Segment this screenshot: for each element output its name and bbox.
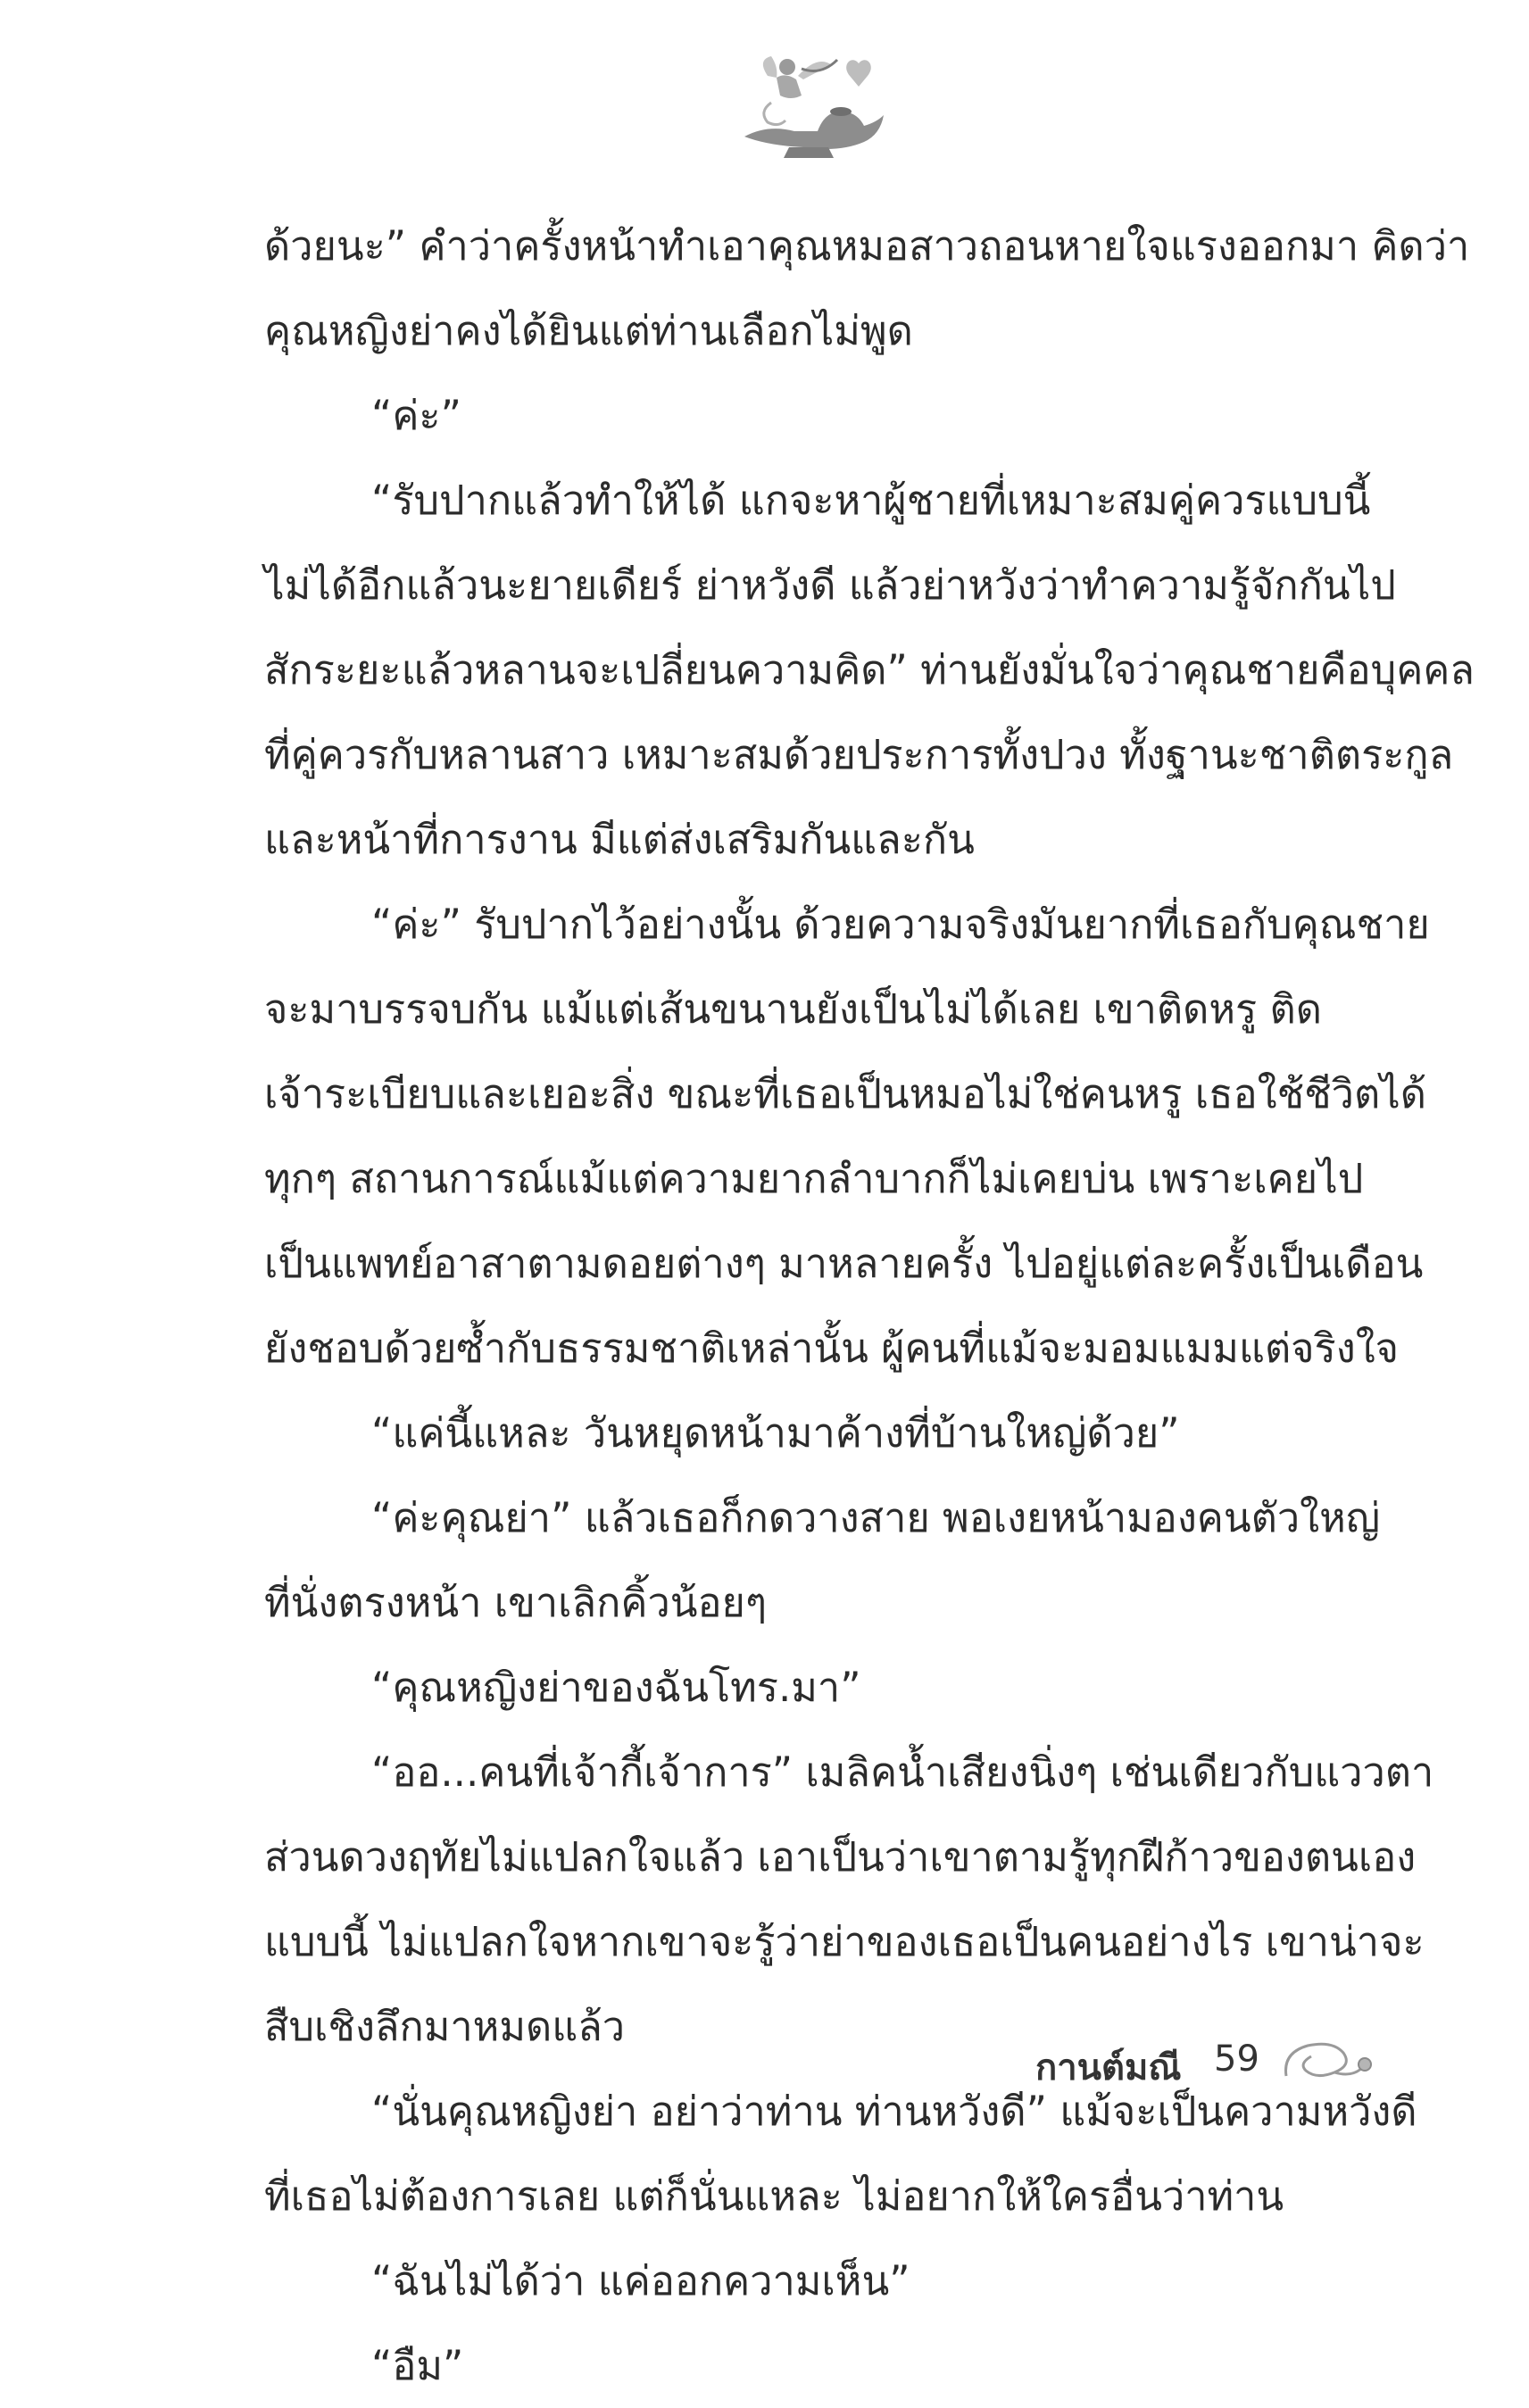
text-line: “ฉันไม่ได้ว่า แค่ออกความเห็น” (371, 2257, 910, 2304)
text-line: “คุณหญิงย่าของฉันโทร.มา” (371, 1664, 861, 1711)
text-line: ที่เธอไม่ต้องการเลย แต่ก็นั่นแหละ ไม่อยากให้ใครอื่นว่าท่าน (264, 2172, 1284, 2220)
text-line: เป็นแพทย์อาสาตามดอยต่างๆ มาหลายครั้ง ไปอยู่แต่ละครั้งเป็นเดือน (264, 1240, 1424, 1287)
text-line: ส่วนดวงฤทัยไม่แปลกใจแล้ว เอาเป็นว่าเขาตามรู้ทุกฝีก้าวของตนเอง (264, 1833, 1417, 1881)
text-line: “ค่ะ” (371, 392, 461, 439)
text-line: และหน้าที่การงาน มีแต่ส่งเสริมกันและกัน (264, 816, 975, 863)
text-line: “ค่ะ” รับปากไว้อย่างนั้น ด้วยความจริงมันยากที่เธอกับคุณชาย (371, 901, 1430, 948)
text-line: สักระยะแล้วหลานจะเปลี่ยนความคิด” ท่านยังมั่นใจว่าคุณชายคือบุคคล (264, 646, 1475, 693)
text-line: “นั่นคุณหญิงย่า อย่าว่าท่าน ท่านหวังดี” แม้จะเป็นความหวังดี (371, 2088, 1417, 2135)
page-number: 59 (1214, 2038, 1259, 2080)
text-line: คุณหญิงย่าคงได้ยินแต่ท่านเลือกไม่พูด (264, 307, 913, 354)
text-line: ทุกๆ สถานการณ์แม้แต่ความยากลำบากก็ไม่เคยบ่น เพราะเคยไป (264, 1155, 1364, 1202)
text-line: สืบเชิงลึกมาหมดแล้ว (264, 2003, 626, 2050)
text-line: ที่คู่ควรกับหลานสาว เหมาะสมด้วยประการทั้งปวง ทั้งฐานะชาติตระกูล (264, 731, 1454, 778)
text-line: “แค่นี้แหละ วันหยุดหน้ามาค้างที่บ้านใหญ่ด้วย” (371, 1409, 1180, 1457)
text-line: ไม่ได้อีกแล้วนะยายเดียร์ ย่าหวังดี แล้วย่าหวังว่าทำความรู้จักกันไป (264, 561, 1396, 609)
text-line: แบบนี้ ไม่แปลกใจหากเขาจะรู้ว่าย่าของเธอเป็นคนอย่างไร เขาน่าจะ (264, 1918, 1425, 1965)
text-line: ที่นั่งตรงหน้า เขาเลิกคิ้วน้อยๆ (264, 1579, 768, 1626)
text-line: “รับปากแล้วทำให้ได้ แกจะหาผู้ชายที่เหมาะสมคู่ควรแบบนี้ (371, 477, 1371, 524)
book-title: กานต์มณี (1035, 2047, 1182, 2088)
text-line: ด้วยนะ” คำว่าครั้งหน้าทำเอาคุณหมอสาวถอนหายใจแรงออกมา คิดว่า (264, 222, 1470, 270)
text-line: จะมาบรรจบกัน แม้แต่เส้นขนานยังเป็นไม่ได้เลย เขาติดหรู ติด (264, 985, 1322, 1033)
text-line: “ออ...คนที่เจ้ากี้เจ้าการ” เมลิคน้ำเสียงนิ่งๆ เช่นเดียวกับแววตา (371, 1748, 1434, 1796)
text-line: “ค่ะคุณย่า” แล้วเธอก็กดวางสาย พอเงยหน้ามองคนตัวใหญ่ (371, 1494, 1381, 1541)
page-footer (1035, 2026, 1375, 2115)
stethoscope-icon (1281, 2035, 1375, 2088)
text-line: ยังชอบด้วยซ้ำกับธรรมชาติเหล่านั้น ผู้คนที่แม้จะมอมแมมแต่จริงใจ (264, 1324, 1400, 1372)
text-line: “อืม” (371, 2342, 464, 2389)
text-line: เจ้าระเบียบและเยอะสิ่ง ขณะที่เธอเป็นหมอไม่ใช่คนหรู เธอใช้ชีวิตได้ (264, 1070, 1427, 1117)
genie-lamp-with-cupid-logo-icon (732, 49, 893, 165)
